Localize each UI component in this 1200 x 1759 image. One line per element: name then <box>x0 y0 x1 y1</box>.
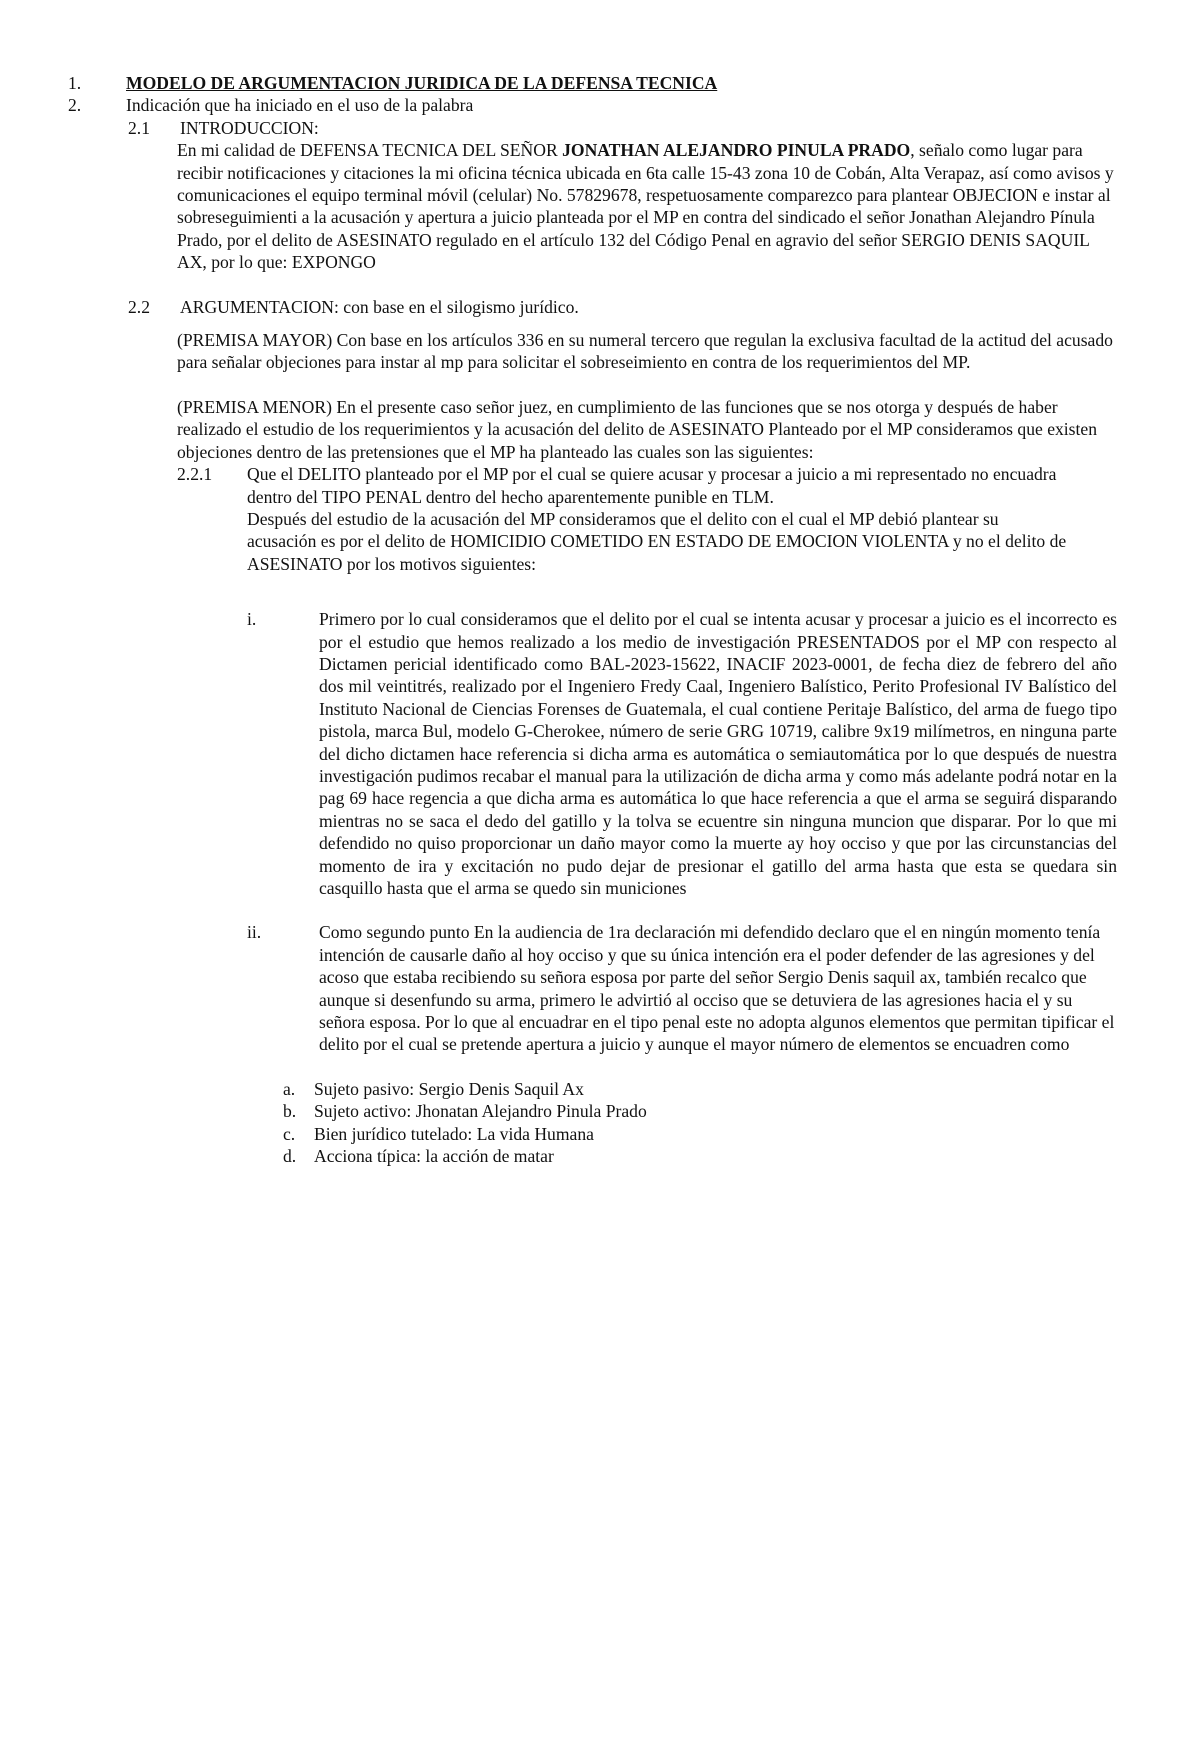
section-2-2-heading <box>0 296 1128 318</box>
list-item-text: Indicación que ha iniciado en el uso de la palabra <box>126 95 474 116</box>
list-item-1 <box>0 72 1128 94</box>
letter-item-text: Acciona típica: la acción de matar <box>314 1146 554 1167</box>
defendant-name: JONATHAN ALEJANDRO PINULA PRADO <box>562 140 911 161</box>
section-number: 2.2.1 <box>177 464 213 485</box>
list-item-2 <box>0 94 1128 116</box>
letter-marker: b. <box>283 1101 297 1122</box>
section-title: INTRODUCCION: <box>180 117 319 138</box>
roman-item-text: Primero por lo cual consideramos que el delito por el cual se intenta acusar y procesar a juicio es el incorrecto es por el estudio que hemos realizado a los medio de investigación PRESENTADOS por el MP con respecto al Dictamen pericial identificado como BAL-2023-15622, INACIF 2023-0001, de fecha diez de febrero del año dos mil veintitrés, realizado por el Ingeniero Fredy Caal, Ingeniero Balístico, Perito Profesional IV Balístico del Instituto Nacional de Ciencias Forenses de Guatemala, el cual contiene Peritaje Balístico, del arma de fuego tipo pistola, marca Bul, modelo G-Cherokee, número de serie GRG 10719, calibre 9x19 milímetros, en ninguna parte del dicho dictamen hace referencia si dicha arma es automática o semiautomática por lo que después de nuestra investigación pudimos recabar el manual para la utilización de dicha arma y como más adelante podrá notar en la pag 69 hace regencia a que dicha arma es automática lo que hace referencia a que el arma se seguirá disparando mientras no se saca el dedo del gatillo y la tolva se ecuentre sin ninguna muncion que disparar. Por lo que mi defendido no quiso proporcionar un daño mayor como la muerte ay hoy occiso y que por las circunstancias del momento de ira y excitación no pudo dejar de presionar el gatillo del arma hasta que esta se quedara sin casquillo hasta que el arma se quedo sin municiones <box>319 609 1117 898</box>
intro-text-end: , señalo como lugar para recibir notificaciones y citaciones la mi oficina técnica ubicada en 6ta calle 15-43 zona 10 de Cobán, Alta Verapaz, así como avisos y comunicaciones el equipo terminal móvil (celular) No. 57829678, respetuosamente comparezco para plantear OBJECION e instar al sobreseguimienti a la acusación y apertura a juicio planteada por el MP en contra del sindicado el señor Jonathan Alejandro Pínula Prado, por el delito de ASESINATO regulado en el artículo 132 del Código Penal en agravio del señor SERGIO DENIS SAQUIL AX, por lo que: EXPONGO <box>177 140 1114 273</box>
document-page <box>0 72 1200 1167</box>
objection-paragraph-2: Después del estudio de la acusación del MP consideramos que el delito con el cual el MP debió plantear su acusación es por el delito de HOMICIDIO COMETIDO EN ESTADO DE EMOCION VIOLENTA y no el delito de ASESINATO por los motivos siguientes: <box>247 508 1067 574</box>
intro-text-start: En mi calidad de DEFENSA TECNICA DEL SEÑOR <box>177 140 563 161</box>
roman-number: ii. <box>247 922 262 943</box>
section-number: 2.2 <box>128 296 150 317</box>
letter-item-text: Sujeto pasivo: Sergio Denis Saquil Ax <box>314 1078 584 1099</box>
letter-marker: a. <box>283 1078 296 1099</box>
letter-marker: d. <box>283 1146 297 1167</box>
roman-item-ii <box>0 921 1117 1055</box>
roman-item-i <box>0 608 1117 899</box>
document-title: MODELO DE ARGUMENTACION JURIDICA DE LA DEFENSA TECNICA <box>126 73 718 93</box>
letter-marker: c. <box>283 1123 296 1144</box>
list-number: 1. <box>68 73 82 93</box>
premisa-menor-paragraph: (PREMISA MENOR) En el presente caso señor juez, en cumplimiento de las funciones que se nos otorga y después de haber realizado el estudio de los requerimientos y la acusación del delito de ASESINATO Planteado por el MP consideramos que existen objeciones dentro de las pretensiones que el MP ha planteado las cuales son las siguientes: <box>177 396 1098 462</box>
letter-item-c <box>0 1123 983 1145</box>
roman-item-text: Como segundo punto En la audiencia de 1ra declaración mi defendido declaro que el en ningún momento tenía intención de causarle daño al hoy occiso y que su única intención era el poder defender de las agresiones y del acoso que estaba recibiendo su señora esposa por parte del señor Sergio Denis saquil ax, también recalco que aunque si desenfundo su arma, primero le advirtió al occiso que se detuviera de las agresiones hacia el y su señora esposa. Por lo que al encuadrar en el tipo penal este no adopta algunos elementos que permitan tipificar el delito por el cual se pretende apertura a juicio y aunque el mayor número de elementos se encuadren como <box>319 922 1115 1055</box>
letter-item-b <box>0 1100 983 1122</box>
letter-item-d <box>0 1145 983 1167</box>
letter-item-text: Sujeto activo: Jhonatan Alejandro Pinula Prado <box>314 1101 647 1122</box>
list-number: 2. <box>68 95 82 116</box>
roman-number: i. <box>247 609 257 630</box>
letter-item-text: Bien jurídico tutelado: La vida Humana <box>314 1123 594 1144</box>
section-number: 2.1 <box>128 117 150 138</box>
premisa-mayor-paragraph: (PREMISA MAYOR) Con base en los artículos 336 en su numeral tercero que regulan la exclusiva facultad de la actitud del acusado para señalar objeciones para instar al mp para solicitar el sobreseimiento en contra de los requerimientos del MP. <box>177 330 1113 373</box>
letter-item-a <box>0 1078 983 1100</box>
section-title: ARGUMENTACION: con base en el silogismo jurídico. <box>180 296 579 317</box>
introduccion-paragraph <box>177 139 1117 273</box>
section-2-1-heading <box>0 117 1128 139</box>
section-2-2-1 <box>0 463 1072 575</box>
objection-paragraph-1: Que el DELITO planteado por el MP por el cual se quiere acusar y procesar a juicio a mi representado no encuadra dentro del TIPO PENAL dentro del hecho aparentemente punible en TLM. <box>247 464 1057 507</box>
